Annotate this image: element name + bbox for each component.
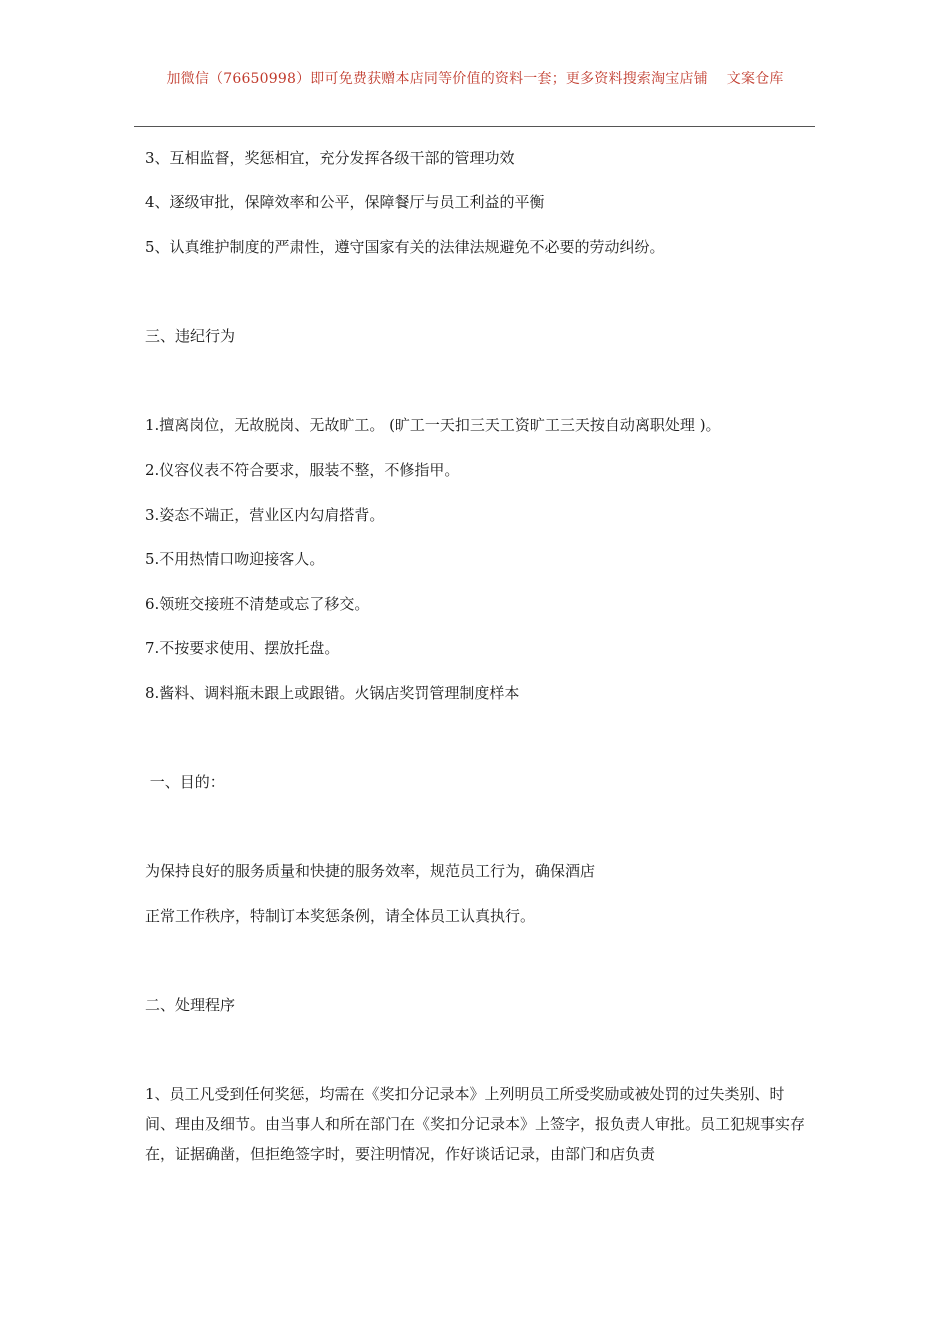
violation-item: 5.不用热情口吻迎接客人。 [145, 550, 325, 568]
procedure-paragraph: 1、员工凡受到任何奖惩，均需在《奖扣分记录本》上列明员工所受奖励或被处罚的过失类别、时间、理由及细节。由当事人和所在部门在《奖扣分记录本》上签字，报负责人审批。员工犯规事实存在，证据确凿，但拒绝签字时，要注明情况，作好谈话记录，由部门和店负责 [145, 1085, 806, 1163]
section-heading-procedure: 二、处理程序 [145, 996, 236, 1014]
list-item: 4、逐级审批，保障效率和公平，保障餐厅与员工利益的平衡 [145, 193, 545, 211]
violation-item: 8.酱料、调料瓶未跟上或跟错。火锅店奖罚管理制度样本 [145, 684, 520, 702]
purpose-text: 为保持良好的服务质量和快捷的服务效率，规范员工行为，确保酒店 [145, 862, 596, 880]
purpose-text: 正常工作秩序，特制订本奖惩条例，请全体员工认真执行。 [145, 907, 536, 925]
violation-item: 1.擅离岗位，无故脱岗、无故旷工。 (旷工一天扣三天工资旷工三天按自动离职处理 )。 [145, 416, 721, 434]
header-divider [134, 126, 815, 127]
violation-item: 6.领班交接班不清楚或忘了移交。 [145, 595, 370, 613]
page-header-watermark: 加微信（76650998）即可免费获赠本店同等价值的资料一套；更多资料搜索淘宝店铺 文案仓库 [166, 71, 784, 87]
violation-item: 3.姿态不端正，营业区内勾肩搭背。 [145, 506, 385, 524]
list-item: 5、认真维护制度的严肃性，遵守国家有关的法律法规避免不必要的劳动纠纷。 [145, 238, 665, 256]
list-item: 3、互相监督，奖惩相宜，充分发挥各级干部的管理功效 [145, 149, 515, 167]
section-heading-purpose: 一、目的： [145, 773, 225, 791]
section-heading-violations: 三、违纪行为 [145, 327, 236, 345]
violation-item: 7.不按要求使用、摆放托盘。 [145, 639, 340, 657]
violation-item: 2.仪容仪表不符合要求，服装不整，不修指甲。 [145, 461, 460, 479]
